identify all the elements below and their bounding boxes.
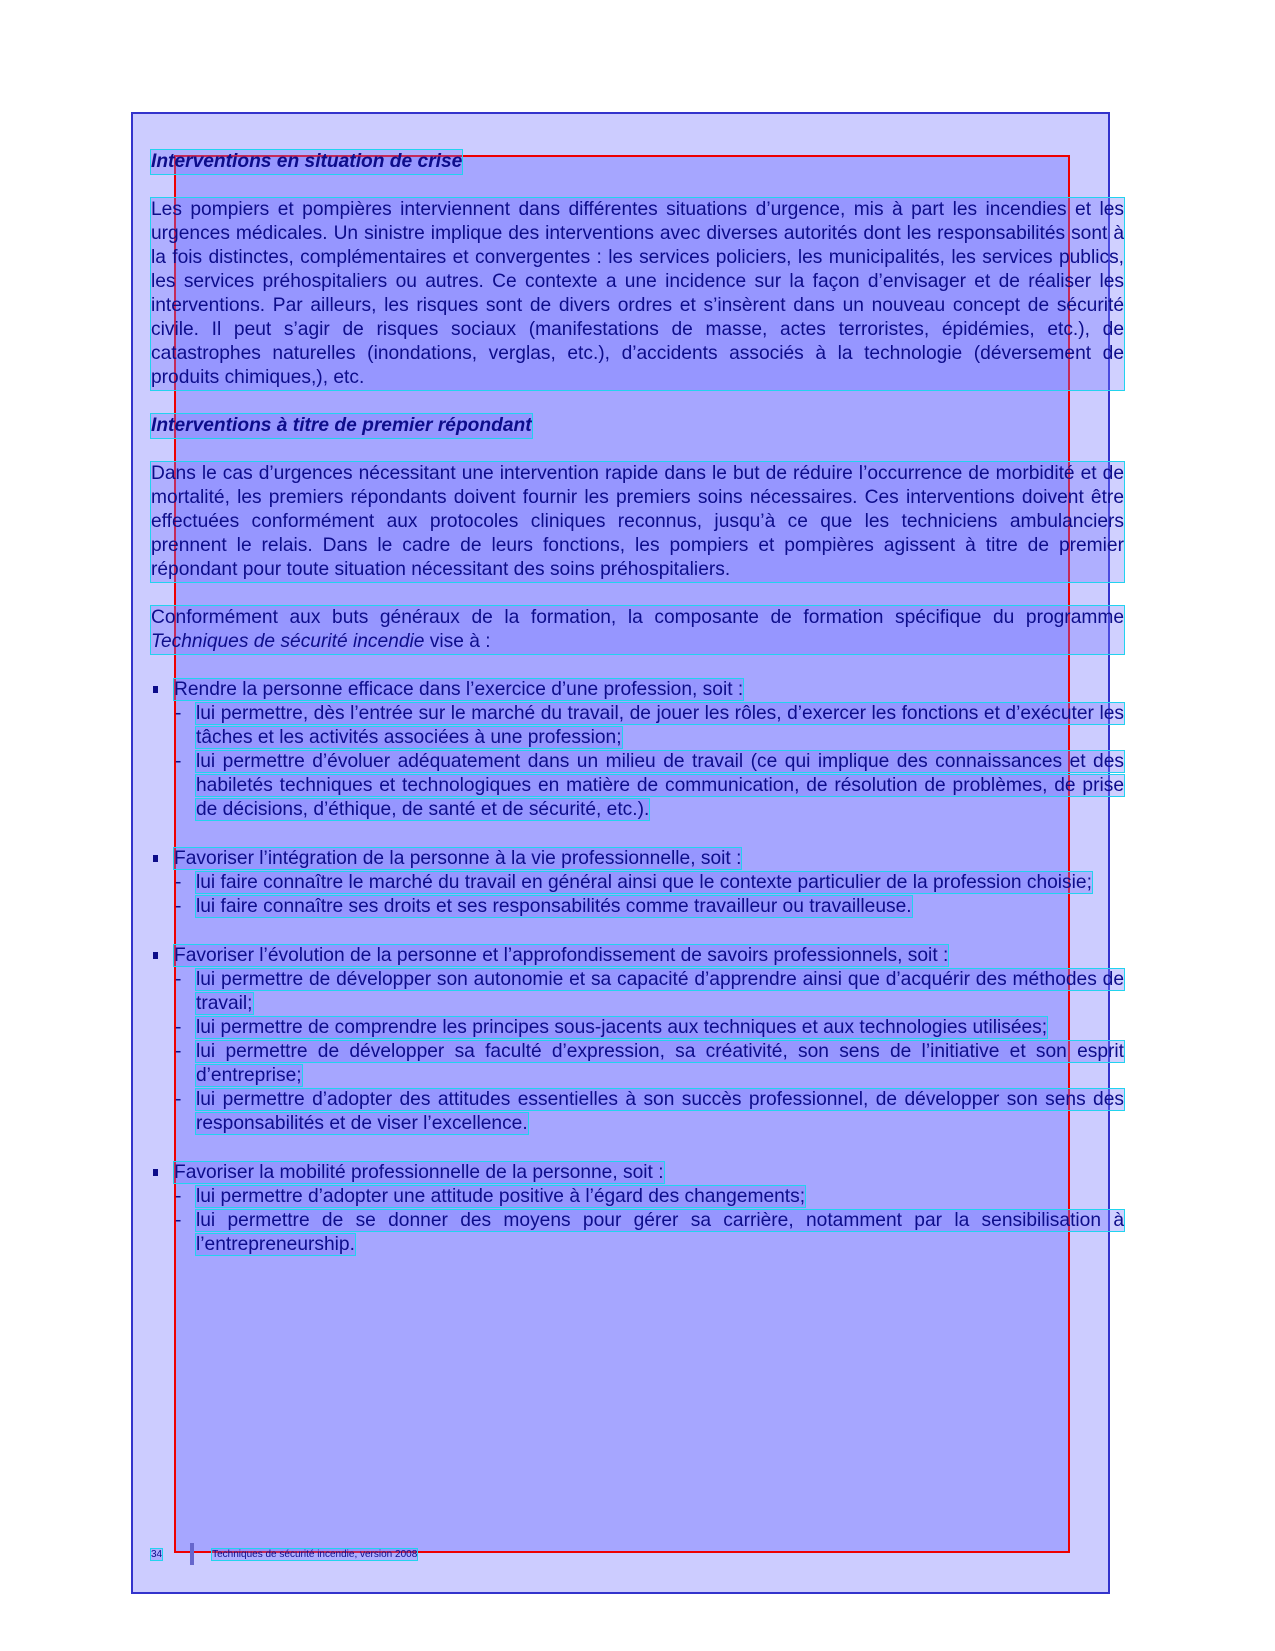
goal-subitem — [151, 702, 1124, 750]
section-heading-crisis: Interventions en situation de crise — [151, 151, 463, 172]
program-name: Techniques de sécurité incendie — [151, 631, 425, 652]
goal-subitem-text: lui faire connaître le marché du travail en général ainsi que le contexte particulier de la profession choisie; — [196, 872, 1092, 893]
paragraph-first-responder: Dans le cas d’urgences nécessitant une intervention rapide dans le but de réduire l’occurrence de morbidité et de mortalité, les premiers répondants doivent fournir les premiers soins nécessaires. Ces interventions doivent être effectuées conformément aux protocoles cliniques reconnus, jusqu’à ce que les techniciens ambulanciers prennent le relais. Dans le cadre de leurs fonctions, les pompiers et pompières agissent à titre de premier répondant pour toute situation nécessitant des soins préhospitaliers. — [151, 463, 1124, 580]
goal-subitem — [151, 1016, 1124, 1040]
goal-subitem-text: lui permettre, dès l’entrée sur le marché du travail, de jouer les rôles, d’exercer les fonctions et d’exécuter les tâches et les activités associées à une profession; — [196, 703, 1124, 748]
goal-title: Rendre la personne efficace dans l’exercice d’une profession, soit : — [174, 679, 744, 700]
goal-subitem — [151, 1040, 1124, 1088]
goal-subitem — [151, 871, 1124, 895]
goal-subitems — [174, 968, 1124, 1136]
section-heading-first-responder: Interventions à titre de premier répondant — [151, 415, 532, 436]
goal-item — [151, 847, 1124, 919]
goal-title: Favoriser la mobilité professionnelle de la personne, soit : — [174, 1162, 664, 1183]
goals-list — [151, 678, 1124, 1257]
goal-title: Favoriser l’intégration de la personne à la vie professionnelle, soit : — [174, 848, 742, 869]
goal-subitem-text: lui permettre de se donner des moyens pour gérer sa carrière, notamment par la sensibilisation à l’entrepreneurship. — [196, 1210, 1124, 1255]
goal-subitem — [151, 1209, 1124, 1257]
goal-subitem-text: lui permettre d’adopter une attitude positive à l’égard des changements; — [196, 1186, 806, 1207]
goal-title: Favoriser l’évolution de la personne et l’approfondissement de savoirs professionnels, soit : — [174, 945, 949, 966]
goals-intro — [151, 606, 1124, 654]
goal-subitem-text: lui permettre de développer sa faculté d’expression, sa créativité, son sens de l’initiative et son esprit d’entreprise; — [196, 1041, 1124, 1086]
goal-subitem — [151, 750, 1124, 822]
goal-subitem-text: lui permettre d’évoluer adéquatement dans un milieu de travail (ce qui implique des connaissances et des habiletés techniques et technologiques en matière de communication, de résolution de problèmes, de prise de décisions, d’éthique, de santé et de sécurité, etc.). — [196, 751, 1124, 820]
goal-subitems — [174, 871, 1124, 919]
footer-separator — [190, 1543, 194, 1565]
paragraph-crisis: Les pompiers et pompières interviennent dans différentes situations d’urgence, mis à part les incendies et les urgences médicales. Un sinistre implique des interventions avec diverses autorités dont les responsabilités sont à la fois distinctes, complémentaires et convergentes : les services policiers, les municipalités, les services publics, les services préhospitaliers ou autres. Ce contexte a une incidence sur la façon d’envisager et de réaliser les interventions. Par ailleurs, les risques sont de divers ordres et s’insèrent dans un nouveau concept de sécurité civile. Il peut s’agir de risques sociaux (manifestations de masse, actes terroristes, épidémies, etc.), de catastrophes naturelles (inondations, verglas, etc.), d’accidents associés à la technologie (déversement de produits chimiques,), etc. — [151, 199, 1124, 388]
goal-subitem — [151, 1185, 1124, 1209]
goal-block — [151, 678, 1124, 822]
goal-block — [151, 944, 1124, 1136]
page-number: 34 — [151, 1548, 163, 1560]
goal-item — [151, 1161, 1124, 1257]
goal-subitems — [174, 702, 1124, 822]
goal-subitem — [151, 1088, 1124, 1136]
page-footer — [151, 1543, 417, 1565]
footer-document-title: Techniques de sécurité incendie, version 2008 — [212, 1548, 418, 1560]
goal-item — [151, 678, 1124, 822]
goal-subitem — [151, 968, 1124, 1016]
goals-intro-text-before: Conformément aux buts généraux de la formation, la composante de formation spécifique du programme — [151, 607, 1124, 628]
goal-block — [151, 1161, 1124, 1257]
goal-block — [151, 847, 1124, 919]
goal-subitems — [174, 1185, 1124, 1257]
goal-subitem-text: lui faire connaître ses droits et ses responsabilités comme travailleur ou travailleuse. — [196, 896, 912, 917]
goal-subitem-text: lui permettre de comprendre les principes sous-jacents aux techniques et aux technologies utilisées; — [196, 1017, 1048, 1038]
goal-subitem-text: lui permettre de développer son autonomie et sa capacité d’apprendre ainsi que d’acquérir des méthodes de travail; — [196, 969, 1124, 1014]
goal-item — [151, 944, 1124, 1136]
goal-subitem-text: lui permettre d’adopter des attitudes essentielles à son succès professionnel, de développer son sens des responsabilités et de viser l’excellence. — [196, 1089, 1124, 1134]
document-body — [151, 150, 1124, 1282]
goals-intro-text-after: vise à : — [424, 631, 491, 652]
goal-subitem — [151, 895, 1124, 919]
